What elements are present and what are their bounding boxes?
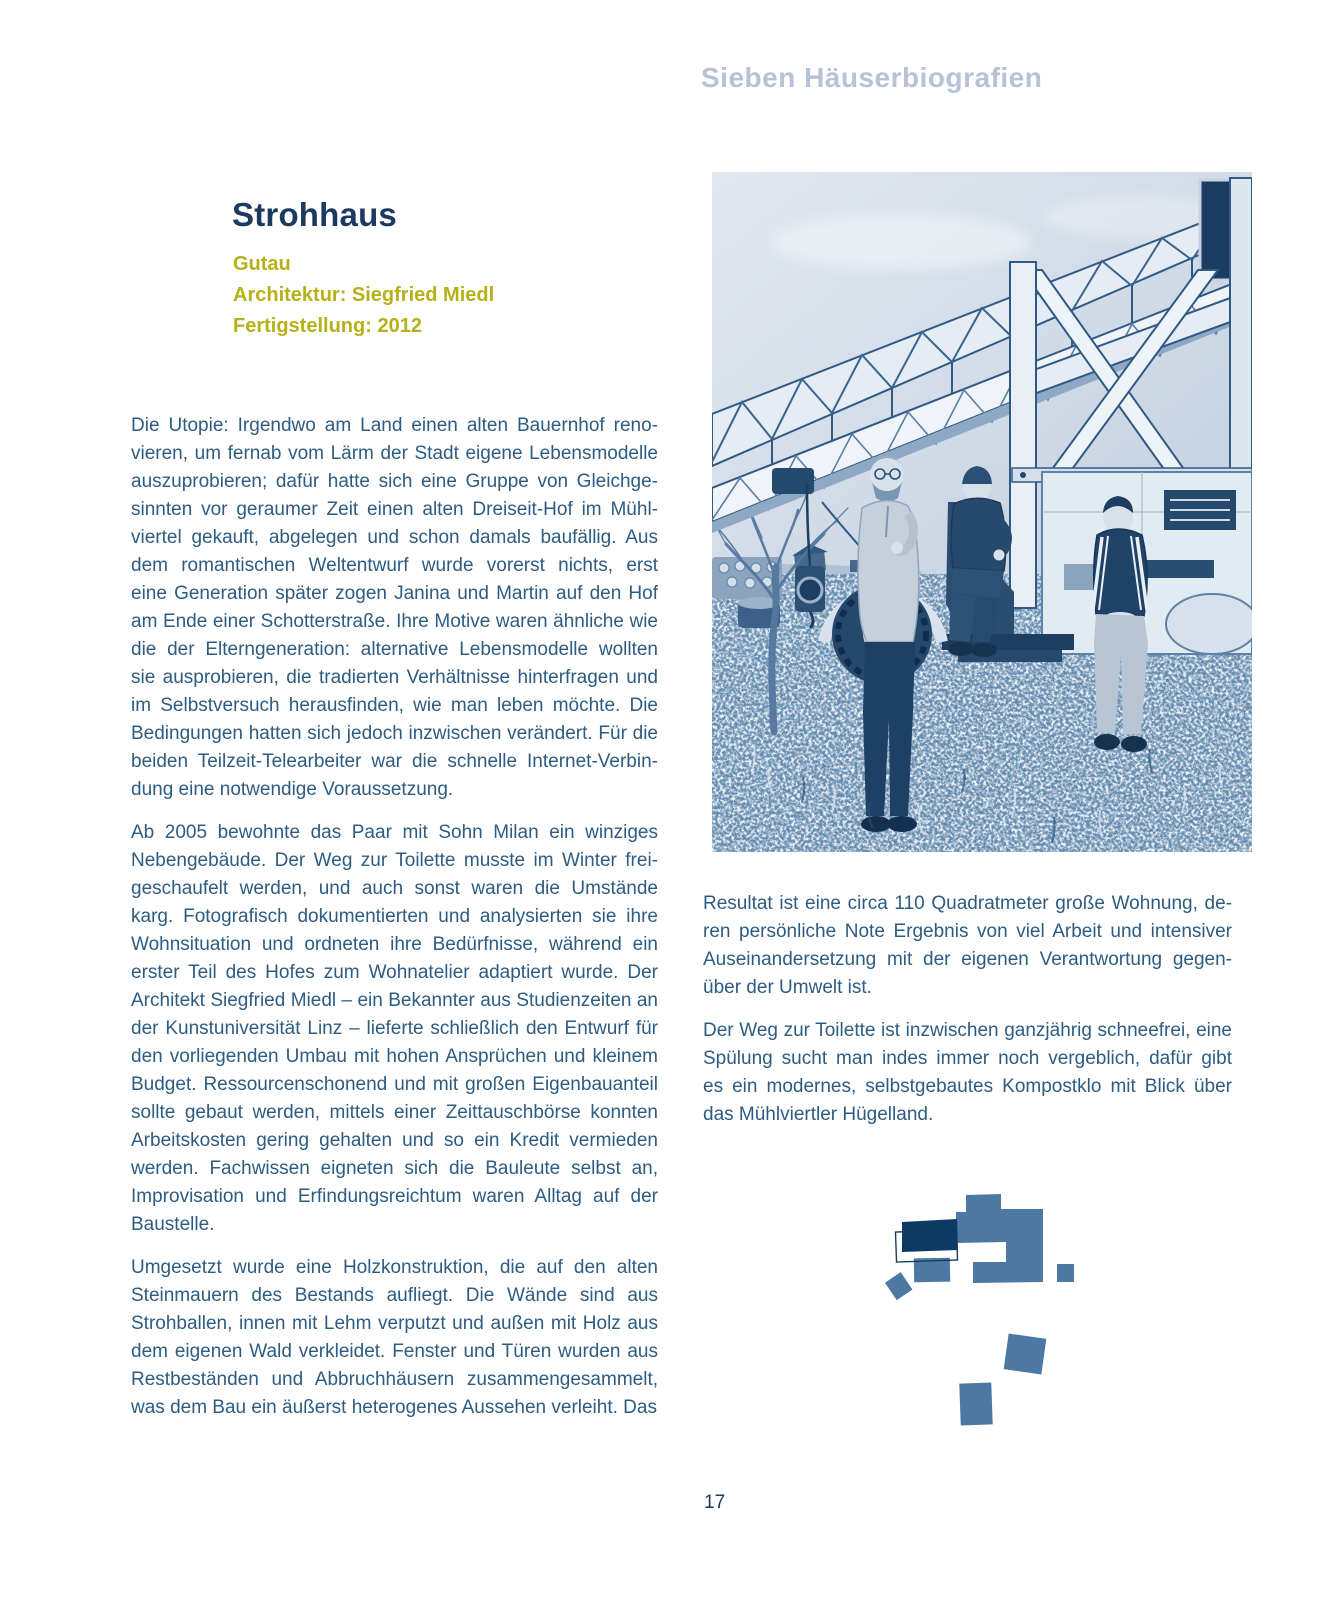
text-line: Architekt Siegfried Miedl – ein Bekannter aus Studienzeiten an (131, 990, 658, 1011)
text-line: Improvisation und Erfindungsreichtum waren Alltag auf der (131, 1186, 658, 1207)
text-line: karg. Fotografisch dokumentierten und analysierten sie ihre (131, 906, 658, 927)
text-line: Ab 2005 bewohnte das Paar mit Sohn Milan ein winziges (131, 822, 658, 843)
right-text-column (703, 890, 1232, 1144)
text-line: es ein modernes, selbstgebautes Kompostklo mit Blick über (703, 1076, 1232, 1097)
text-line: dem eigenen Wald verkleidet. Fenster und Türen wurden aus (131, 1341, 658, 1362)
text-line: das Mühlviertler Hügelland. (703, 1104, 934, 1125)
article-photo-crane-family (712, 172, 1252, 852)
text-line: der Kunstuniversität Linz – lieferte schließlich den Entwurf für (131, 1018, 658, 1039)
text-line: den vorliegenden Umbau mit hohen Ansprüchen und kleinem (131, 1046, 658, 1067)
text-line: über der Umwelt ist. (703, 977, 872, 998)
text-line: Strohballen, innen mit Lehm verputzt und außen mit Holz aus (131, 1313, 658, 1334)
text-line: Steinmauern des Bestands aufliegt. Die Wände sind aus (131, 1285, 658, 1306)
text-line: dem romantischen Weltentwurf wurde vorerst nichts, erst (131, 555, 658, 576)
text-line: Spülung sucht man indes immer noch vergeblich, dafür gibt (703, 1048, 1232, 1069)
text-line: sinnten vor geraumer Zeit einen alten Dreiseit-Hof im Mühl- (131, 499, 658, 520)
text-line: erster Teil des Hofes zum Wohnatelier adaptiert wurde. Der (131, 962, 658, 983)
paragraph (131, 819, 658, 1239)
text-line: Umgesetzt wurde eine Holzkonstruktion, die auf den alten (131, 1257, 658, 1278)
text-line: viertel gekauft, abgelegen und schon damals baufällig. Aus (131, 527, 658, 548)
text-line: Bedingungen hatten sich jedoch inzwischen verändert. Für die (131, 723, 658, 744)
text-line: dung eine notwendige Voraussetzung. (131, 779, 454, 800)
paragraph (703, 890, 1232, 1002)
article-meta (233, 249, 494, 342)
text-line: Wohnsituation und ordneten ihre Bedürfnisse, während ein (131, 934, 658, 955)
text-line: Die Utopie: Irgendwo am Land einen alten Bauernhof reno- (131, 415, 658, 436)
siteplan-building-cluster (956, 1194, 1043, 1283)
text-line: ren persönliche Note Ergebnis von viel Arbeit und intensiver (703, 921, 1232, 942)
text-line: im Selbstversuch herausfinden, wie man leben möchte. Die (131, 695, 658, 716)
text-line: werden. Fachwissen eigneten sich die Bauleute selbst an, (131, 1158, 658, 1179)
meta-completion: Fertigstellung: 2012 (233, 315, 422, 337)
page-number: 17 (704, 1492, 726, 1513)
text-line: geschaufelt werden, und auch sonst waren die Umstände (131, 878, 658, 899)
paragraph (131, 1254, 658, 1422)
text-line: Restbeständen und Abbruchhäusern zusammengesammelt, (131, 1369, 658, 1390)
text-line: Auseinandersetzung mit der eigenen Verantwortung gegen- (703, 949, 1232, 970)
text-line: Nebengebäude. Der Weg zur Toilette musste im Winter frei- (131, 850, 658, 871)
text-line: sie ausprobieren, die tradierten Verhältnisse hinterfragen und (131, 667, 658, 688)
text-line: Der Weg zur Toilette ist inzwischen ganzjährig schneefrei, eine (703, 1020, 1232, 1041)
text-line: auszuprobieren; dafür hatte sich eine Gruppe von Gleichge- (131, 471, 658, 492)
text-line: am Ende einer Schotterstraße. Ihre Motive waren ähnliche wie (131, 611, 658, 632)
siteplan-dark-building (902, 1219, 958, 1252)
running-head: Sieben Häuserbiografien (701, 62, 1043, 93)
text-line: Resultat ist eine circa 110 Quadratmeter große Wohnung, de- (703, 893, 1232, 914)
paragraph (703, 1017, 1232, 1129)
text-line: eine Generation später zogen Janina und Martin auf den Hof (131, 583, 658, 604)
text-line: Arbeitskosten gering gehalten und so ein Kredit vermieden (131, 1130, 658, 1151)
paragraph (131, 412, 658, 804)
text-line: was dem Bau ein äußerst heterogenes Aussehen verleiht. Das (131, 1397, 657, 1418)
meta-architect: Architektur: Siegfried Miedl (233, 284, 495, 306)
text-line: die der Elterngeneration: alternative Lebensmodelle wollten (131, 639, 658, 660)
text-line: beiden Teilzeit-Telearbeiter war die schnelle Internet-Verbin- (131, 751, 658, 772)
site-plan-figure (880, 1160, 1090, 1440)
text-line: vieren, um fernab vom Lärm der Stadt eigene Lebensmodelle (131, 443, 658, 464)
meta-location: Gutau (233, 253, 291, 275)
left-text-column (131, 412, 658, 1437)
article-title: Strohhaus (232, 196, 397, 233)
text-line: Budget. Ressourcenschonend und mit großen Eigenbauanteil (131, 1074, 658, 1095)
text-line: Baustelle. (131, 1214, 215, 1235)
text-line: sollte gebaut werden, mittels einer Zeittauschbörse konnten (131, 1102, 658, 1123)
